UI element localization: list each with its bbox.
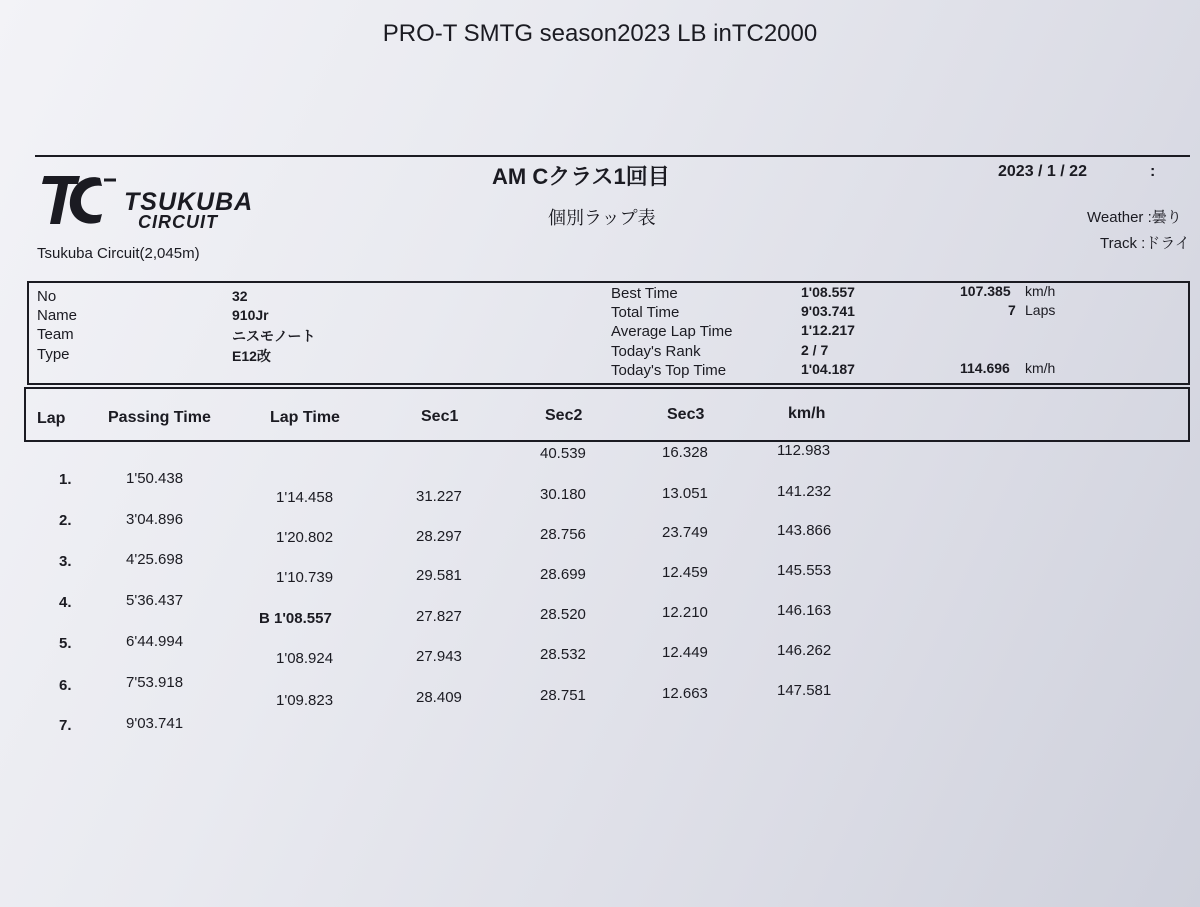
passing-time: 5'36.437 [126,592,184,609]
driver-name: 910Jr [232,307,269,323]
passing-time: 6'44.994 [126,633,184,650]
todays-rank: 2 / 7 [801,342,829,358]
sec1-time: 27.943 [416,648,462,665]
session-title: AM Cクラス1回目 [492,164,670,189]
track-condition: Track :ドライ [1100,235,1190,252]
best-lap-time: B 1'08.557 [259,610,332,627]
tsukuba-circuit-logo-icon [42,170,122,230]
sec3-time: 12.663 [662,685,708,702]
passing-time: 3'04.896 [126,511,184,528]
average-lap-time: 1'12.217 [801,322,855,338]
lap-number: 5. [59,635,72,652]
col-sec3: Sec3 [667,406,705,423]
label-best-time: Best Time [611,285,678,302]
lap-number: 4. [59,594,72,611]
sec3-time: 12.449 [662,644,708,661]
circuit-name: Tsukuba Circuit(2,045m) [37,245,200,262]
label-rank: Today's Rank [611,343,701,360]
lap-number: 6. [59,677,72,694]
col-sec2: Sec2 [545,407,583,424]
driver-info-box [27,281,1190,385]
lap-number: 3. [59,553,72,570]
col-kmh: km/h [788,405,826,422]
series-title: PRO-T SMTG season2023 LB inTC2000 [382,20,818,47]
lap-count-unit: Laps [1025,302,1056,318]
sheet-title: 個別ラップ表 [548,208,656,228]
best-time: 1'08.557 [801,284,855,300]
outlap-kmh: 112.983 [777,442,831,459]
passing-time: 1'50.438 [126,470,184,487]
lap-number: 7. [59,717,72,734]
top-speed: 114.696 [960,360,1010,376]
sec3-time: 13.051 [662,485,708,502]
label-team: Team [37,326,74,343]
lap-time: 1'09.823 [276,692,334,709]
top-speed-unit: km/h [1025,360,1056,376]
speed-kmh: 141.232 [777,483,832,500]
col-passing-time: Passing Time [108,409,211,426]
outlap-sec3: 16.328 [662,444,708,461]
sec3-time: 12.459 [662,564,708,581]
car-number: 32 [232,288,248,304]
speed-kmh: 143.866 [777,522,832,539]
label-total-time: Total Time [611,304,680,321]
sec2-time: 30.180 [540,486,586,503]
speed-kmh: 147.581 [777,682,832,699]
speed-kmh: 146.262 [777,642,832,659]
label-no: No [37,288,57,305]
session-date: 2023 / 1 / 22 [998,163,1087,180]
label-name: Name [37,307,78,324]
sec1-time: 29.581 [416,567,462,584]
outlap-sec2: 40.539 [540,445,586,462]
car-type: E12改 [232,348,271,364]
passing-time: 9'03.741 [126,715,184,732]
sec1-time: 28.297 [416,528,462,545]
sec2-time: 28.699 [540,566,586,583]
best-speed-unit: km/h [1025,283,1056,299]
col-sec1: Sec1 [421,408,459,425]
label-type: Type [37,346,70,363]
label-average-lap: Average Lap Time [611,323,733,340]
lap-time: 1'10.739 [276,569,334,586]
sec1-time: 31.227 [416,488,462,505]
lap-count: 7 [1008,302,1016,318]
lap-time: 1'20.802 [276,529,334,546]
header-divider [35,155,1190,157]
weather: Weather :曇り [1087,209,1182,226]
session-time: : [1150,163,1156,180]
sec1-time: 28.409 [416,689,462,706]
sec3-time: 23.749 [662,524,708,541]
lap-time: 1'14.458 [276,489,334,506]
passing-time: 7'53.918 [126,674,184,691]
label-top-time: Today's Top Time [611,362,727,379]
passing-time: 4'25.698 [126,551,184,568]
todays-top-time: 1'04.187 [801,361,855,377]
sec2-time: 28.532 [540,646,586,663]
lap-number: 2. [59,512,72,529]
lap-time: 1'08.924 [276,650,334,667]
team-name: ニスモノート [232,328,316,344]
col-lap: Lap [37,410,66,427]
sec2-time: 28.756 [540,526,586,543]
best-speed: 107.385 [960,283,1011,299]
col-lap-time: Lap Time [270,409,340,426]
sec2-time: 28.751 [540,687,586,704]
lap-number: 1. [59,471,72,488]
logo-word-circuit: CIRCUIT [138,212,218,232]
sec3-time: 12.210 [662,604,708,621]
logo-word-tsukuba: TSUKUBA [124,188,254,216]
sec1-time: 27.827 [416,608,462,625]
speed-kmh: 145.553 [777,562,832,579]
speed-kmh: 146.163 [777,602,832,619]
total-time: 9'03.741 [801,303,855,319]
sec2-time: 28.520 [540,606,586,623]
